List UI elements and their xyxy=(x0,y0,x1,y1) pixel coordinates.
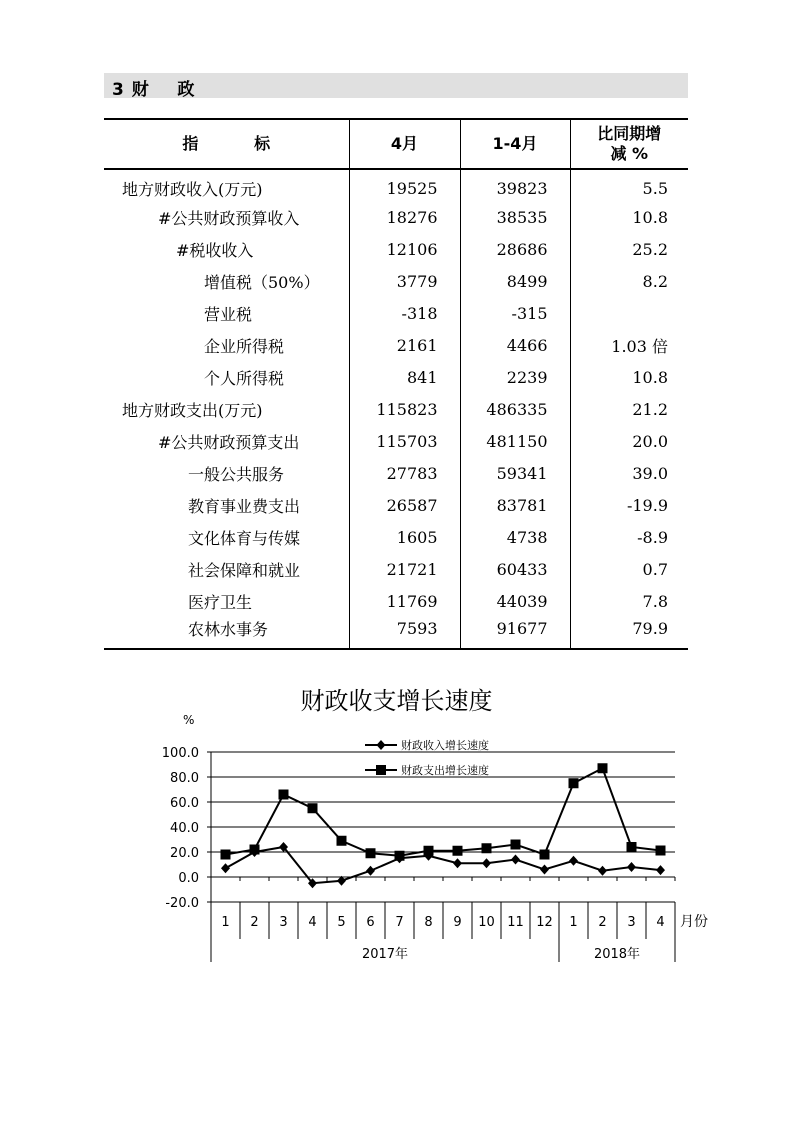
row-cumulative-value: 486335 xyxy=(460,393,570,425)
x-tick-label: 4 xyxy=(308,915,317,930)
header-cumulative: 1-4月 xyxy=(460,119,570,169)
data-point-square xyxy=(540,850,550,860)
row-cumulative-value: 38535 xyxy=(460,201,570,233)
y-axis-label: % xyxy=(183,713,195,727)
data-point-diamond xyxy=(569,856,578,866)
row-yoy-value: 39.0 xyxy=(632,463,668,483)
data-point-square xyxy=(453,846,463,856)
data-point-square xyxy=(221,850,231,860)
data-point-square xyxy=(482,843,492,853)
group-label: 2017年 xyxy=(361,947,409,962)
y-tick-label: 0.0 xyxy=(178,871,199,886)
row-label: #公共财政预算收入 xyxy=(104,201,349,233)
y-tick-label: 80.0 xyxy=(170,771,199,786)
row-cumulative-value: 44039 xyxy=(460,585,570,617)
data-point-square xyxy=(511,840,521,850)
legend-marker-diamond xyxy=(377,740,386,750)
row-yoy-value: -19.9 xyxy=(626,495,668,515)
x-tick-label: 1 xyxy=(569,915,578,930)
row-month-value: -318 xyxy=(349,297,460,329)
data-point-square xyxy=(366,848,376,858)
row-month-value: 12106 xyxy=(349,233,460,265)
row-yoy-value: 20.0 xyxy=(632,431,668,451)
group-label: 2018年 xyxy=(593,947,641,962)
row-month-value: 21721 xyxy=(349,553,460,585)
data-point-square xyxy=(250,845,260,855)
chart-title: 财政收支增长速度 xyxy=(300,687,493,715)
row-label: 农林水事务 xyxy=(104,617,349,649)
data-point-square xyxy=(656,846,666,856)
row-label: 个人所得税 xyxy=(104,361,349,393)
row-month-value: 18276 xyxy=(349,201,460,233)
row-cumulative-value: 83781 xyxy=(460,489,570,521)
row-month-value: 1605 xyxy=(349,521,460,553)
row-label: 地方财政支出(万元) xyxy=(104,393,349,425)
x-tick-label: 9 xyxy=(453,915,462,930)
y-tick-label: 40.0 xyxy=(170,821,199,836)
data-point-square xyxy=(424,846,434,856)
data-point-diamond xyxy=(453,858,462,868)
row-yoy-value: 21.2 xyxy=(632,399,668,419)
row-label: 一般公共服务 xyxy=(104,457,349,489)
row-yoy-value: 0.7 xyxy=(642,559,668,579)
x-tick-label: 4 xyxy=(656,915,665,930)
data-point-diamond xyxy=(221,863,230,873)
row-month-value: 115823 xyxy=(349,393,460,425)
row-cumulative-value: 28686 xyxy=(460,233,570,265)
row-cumulative-value: -315 xyxy=(460,297,570,329)
row-yoy-value: -8.9 xyxy=(637,527,668,547)
data-point-diamond xyxy=(540,865,549,875)
row-cumulative-value: 60433 xyxy=(460,553,570,585)
row-month-value: 7593 xyxy=(349,617,460,649)
x-tick-label: 11 xyxy=(507,915,524,930)
x-tick-label: 1 xyxy=(221,915,230,930)
legend-label: 财政支出增长速度 xyxy=(401,764,489,777)
row-cumulative-value: 59341 xyxy=(460,457,570,489)
x-axis-label: 月份 xyxy=(680,914,708,930)
data-point-diamond xyxy=(482,858,491,868)
x-tick-label: 7 xyxy=(395,915,404,930)
header-indicator: 指 标 xyxy=(104,119,349,169)
section-title: 3 财 政 xyxy=(112,80,196,100)
x-tick-label: 3 xyxy=(627,915,636,930)
row-cumulative-value: 481150 xyxy=(460,425,570,457)
y-tick-label: 60.0 xyxy=(170,796,199,811)
data-point-diamond xyxy=(366,866,375,876)
row-yoy-value: 25.2 xyxy=(632,239,668,259)
data-point-square xyxy=(569,778,579,788)
row-label: 增值税（50%） xyxy=(104,265,349,297)
row-label: #税收收入 xyxy=(104,233,349,265)
row-cumulative-value: 39823 xyxy=(460,169,570,201)
data-point-square xyxy=(598,763,608,773)
row-yoy-value: 8.2 xyxy=(642,271,668,291)
x-tick-label: 2 xyxy=(250,915,259,930)
x-tick-label: 3 xyxy=(279,915,288,930)
row-month-value: 2161 xyxy=(349,329,460,361)
data-point-square xyxy=(337,836,347,846)
x-tick-label: 6 xyxy=(366,915,375,930)
data-point-square xyxy=(395,851,405,861)
data-point-square xyxy=(627,842,637,852)
row-label: #公共财政预算支出 xyxy=(104,425,349,457)
header-month: 4月 xyxy=(349,119,460,169)
row-label: 教育事业费支出 xyxy=(104,489,349,521)
row-label: 文化体育与传媒 xyxy=(104,521,349,553)
row-cumulative-value: 2239 xyxy=(460,361,570,393)
data-point-diamond xyxy=(656,865,665,875)
y-tick-label: -20.0 xyxy=(165,896,199,911)
row-cumulative-value: 8499 xyxy=(460,265,570,297)
row-label: 地方财政收入(万元) xyxy=(104,169,349,201)
x-tick-label: 10 xyxy=(478,915,495,930)
row-month-value: 19525 xyxy=(349,169,460,201)
row-yoy-value: 79.9 xyxy=(570,617,688,649)
row-month-value: 26587 xyxy=(349,489,460,521)
row-yoy-value: 5.5 xyxy=(642,179,668,198)
row-month-value: 115703 xyxy=(349,425,460,457)
data-point-diamond xyxy=(511,855,520,865)
row-label: 营业税 xyxy=(104,297,349,329)
x-tick-label: 8 xyxy=(424,915,433,930)
row-yoy-value: 10.8 xyxy=(632,367,668,387)
x-tick-label: 2 xyxy=(598,915,607,930)
legend-label: 财政收入增长速度 xyxy=(401,739,489,752)
row-cumulative-value: 4466 xyxy=(460,329,570,361)
data-point-square xyxy=(308,803,318,813)
data-point-diamond xyxy=(598,866,607,876)
row-month-value: 841 xyxy=(349,361,460,393)
y-tick-label: 20.0 xyxy=(170,846,199,861)
legend-marker-square xyxy=(376,765,386,775)
row-label: 医疗卫生 xyxy=(104,585,349,617)
row-month-value: 27783 xyxy=(349,457,460,489)
row-cumulative-value: 91677 xyxy=(460,617,570,649)
row-month-value: 3779 xyxy=(349,265,460,297)
x-tick-label: 5 xyxy=(337,915,346,930)
row-yoy-value: 7.8 xyxy=(642,591,668,611)
header-yoy: 比同期增减 % xyxy=(570,119,688,169)
data-point-square xyxy=(279,790,289,800)
row-yoy-value: 10.8 xyxy=(632,207,668,227)
row-yoy-value: 1.03 倍 xyxy=(611,336,668,356)
row-cumulative-value: 4738 xyxy=(460,521,570,553)
series-line xyxy=(226,768,661,856)
y-tick-label: 100.0 xyxy=(161,746,199,761)
row-label: 社会保障和就业 xyxy=(104,553,349,585)
x-tick-label: 12 xyxy=(536,915,553,930)
row-label: 企业所得税 xyxy=(104,329,349,361)
row-month-value: 11769 xyxy=(349,585,460,617)
data-point-diamond xyxy=(627,862,636,872)
